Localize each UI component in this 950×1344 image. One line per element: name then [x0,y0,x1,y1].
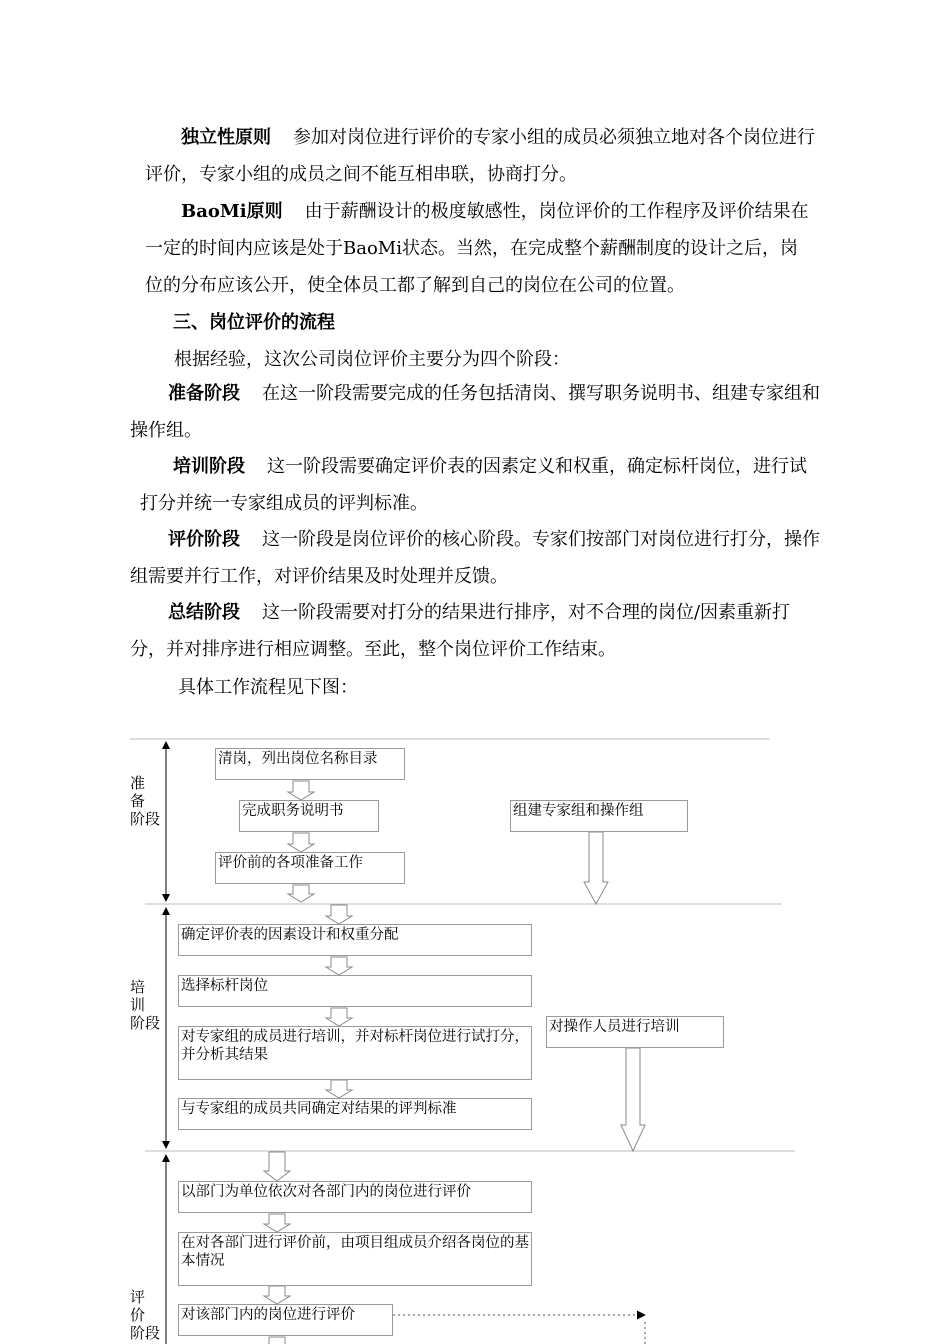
section-heading: 三、岗位评价的流程 [173,312,335,333]
stage-label-bottom: 阶段 [130,810,161,828]
flow-arrow [621,1048,645,1151]
paragraph-lead: 培训阶段 [173,456,245,477]
flow-arrow [264,1286,290,1304]
flow-box-job-descriptions: 完成职务说明书 [239,800,379,832]
stage-label-top: 培训 [130,978,154,1014]
stage-label-training [130,978,172,1032]
flow-box-introduce-positions: 在对各部门进行评价前，由项目组成员介绍各岗位的基本情况 [178,1232,532,1286]
flow-box-form-expert-group: 组建专家组和操作组 [510,800,688,832]
flow-arrow [264,1214,290,1232]
paragraph-intro: 根据经验，这次公司岗位评价主要分为四个阶段： [174,349,570,370]
flow-arrow [269,1337,285,1344]
flow-arrow [326,957,352,975]
stage-label-bottom: 阶段 [130,1324,161,1342]
stage-label-top: 准备 [130,774,154,810]
paragraph-text: 参加对岗位进行评价的专家小组的成员必须独立地对各个岗位进行评价，专家小组的成员之间不能互相串联，协商打分。 [145,127,815,185]
flow-arrow [288,781,314,800]
stage-label-bottom: 阶段 [130,1014,161,1032]
flow-box-train-operators: 对操作人员进行培训 [546,1016,724,1048]
flow-box-judgment-criteria: 与专家组的成员共同确定对结果的评判标准 [178,1098,532,1130]
stage-label-preparation [130,774,172,828]
flow-box-train-experts: 对专家组的成员进行培训，并对标杆岗位进行试打分，并分析其结果 [178,1026,532,1080]
paragraph-lead: 独立性原则 [181,127,271,148]
flow-box-preparation-work: 评价前的各项准备工作 [215,852,405,884]
paragraph-text: 由于薪酬设计的极度敏感性，岗位评价的工作程序及评价结果在一定的时间内应该是处于BaoMi状态。当然，在完成整个薪酬制度的设计之后，岗位的分布应该公开，使全体员工都了解到自己的岗位在公司的位置。 [145,201,809,296]
flow-box-factor-weights: 确定评价表的因素设计和权重分配 [178,924,532,956]
paragraph-text: 这一阶段需要确定评价表的因素定义和权重，确定标杆岗位，进行试打分并统一专家组成员的评判标准。 [140,456,807,514]
flow-arrow [326,905,352,924]
paragraph-text: 这一阶段需要对打分的结果进行排序，对不合理的岗位/因素重新打分，并对排序进行相应调整。至此，整个岗位评价工作结束。 [130,602,791,660]
paragraph-see-figure: 具体工作流程见下图： [178,677,358,698]
flow-box-list-positions: 清岗，列出岗位名称目录 [215,748,405,780]
paragraph-text: 这一阶段是岗位评价的核心阶段。专家们按部门对岗位进行打分，操作组需要并行工作，对评价结果及时处理并反馈。 [130,529,820,587]
stage-label-top: 评价 [130,1288,154,1324]
flow-box-evaluate-department-positions: 对该部门内的岗位进行评价 [178,1304,393,1336]
paragraph-lead: 准备阶段 [168,383,240,404]
flow-arrow [264,1152,290,1181]
paragraph-lead: 评价阶段 [168,529,240,550]
flow-arrow [288,833,314,852]
flow-arrow [326,1080,352,1098]
flow-box-evaluate-by-department: 以部门为单位依次对各部门内的岗位进行评价 [178,1181,532,1213]
stage-label-evaluation [130,1288,172,1342]
flow-arrow [288,885,314,902]
paragraph-lead: 总结阶段 [168,602,240,623]
paragraph-text: 在这一阶段需要完成的任务包括清岗、撰写职务说明书、组建专家组和操作组。 [130,383,820,441]
flow-arrow [584,832,608,904]
flow-box-benchmark-positions: 选择标杆岗位 [178,975,532,1007]
flow-arrow [326,1008,352,1026]
paragraph-lead: BaoMi原则 [181,201,283,222]
